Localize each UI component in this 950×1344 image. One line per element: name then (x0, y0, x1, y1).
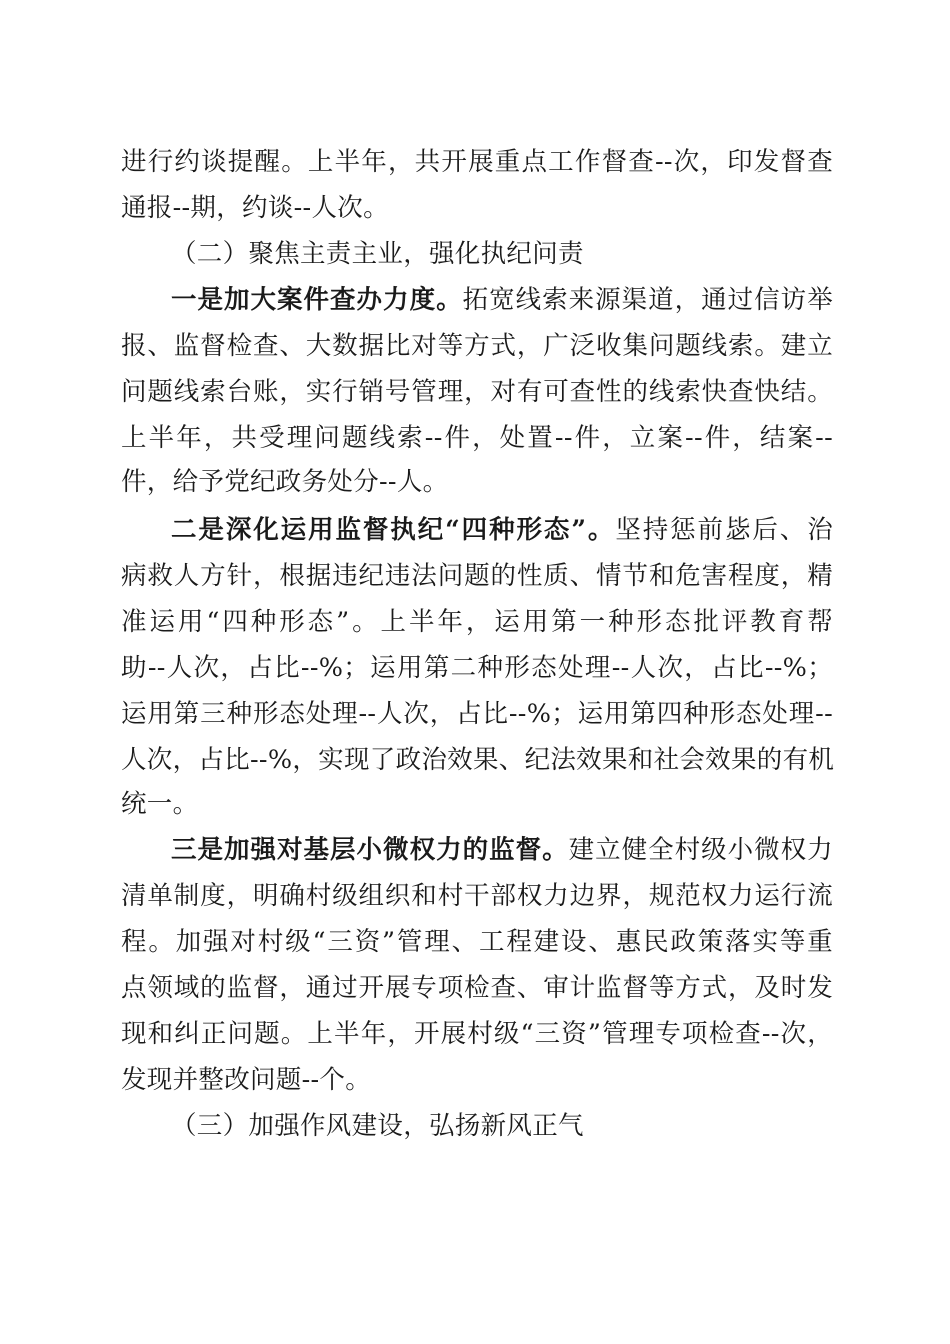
paragraph-first-line (171, 508, 833, 552)
paragraph-line: 件，给予党纪政务处分--人。 (121, 467, 449, 497)
section-heading-2: （二）聚焦主责主业，强化执纪问责 (171, 239, 584, 269)
paragraph-line: 程。加强对村级“三资”管理、工程建设、惠民政策落实等重 (121, 927, 833, 957)
paragraph-line: 上半年，共受理问题线索--件，处置--件，立案--件，结案-- (121, 423, 833, 453)
paragraph-first-line (171, 278, 833, 322)
paragraph-line: 统一。 (121, 789, 199, 819)
paragraph-line: 点领域的监督，通过开展专项检查、审计监督等方式，及时发 (121, 973, 833, 1003)
paragraph-line: 病救人方针，根据违纪违法问题的性质、情节和危害程度，精 (121, 561, 833, 591)
paragraph-line: 发现并整改问题--个。 (121, 1065, 372, 1095)
paragraph-line: 问题线索台账，实行销号管理，对有可查性的线索快查快结。 (121, 377, 833, 407)
paragraph-line: 助--人次，占比--%；运用第二种形态处理--人次，占比--%； (121, 653, 833, 683)
paragraph-line: 进行约谈提醒。上半年，共开展重点工作督查--次，印发督查 (121, 147, 833, 177)
paragraph-line: 清单制度，明确村级组织和村干部权力边界，规范权力运行流 (121, 881, 833, 911)
paragraph-line: 报、监督检查、大数据比对等方式，广泛收集问题线索。建立 (121, 331, 833, 361)
paragraph-line: 运用第三种形态处理--人次，占比--%；运用第四种形态处理-- (121, 699, 833, 729)
paragraph-line: 现和纠正问题。上半年，开展村级“三资”管理专项检查--次， (121, 1019, 833, 1049)
paragraph-lead: 二是深化运用监督执纪“四种形态”。 (171, 515, 616, 545)
paragraph-text: 拓宽线索来源渠道，通过信访举 (462, 285, 833, 315)
paragraph-line: 准运用“四种形态”。上半年，运用第一种形态批评教育帮 (121, 607, 833, 637)
paragraph-first-line (171, 828, 833, 872)
paragraph-line: 通报--期，约谈--人次。 (121, 193, 389, 223)
paragraph-lead: 一是加大案件查办力度。 (171, 285, 463, 315)
paragraph-text: 坚持惩前毖后、治 (615, 515, 834, 545)
paragraph-text: 建立健全村级小微权力 (568, 835, 833, 865)
section-heading-3: （三）加强作风建设，弘扬新风正气 (171, 1111, 584, 1141)
paragraph-lead: 三是加强对基层小微权力的监督。 (171, 835, 569, 865)
paragraph-line: 人次，占比--%，实现了政治效果、纪法效果和社会效果的有机 (121, 745, 835, 775)
